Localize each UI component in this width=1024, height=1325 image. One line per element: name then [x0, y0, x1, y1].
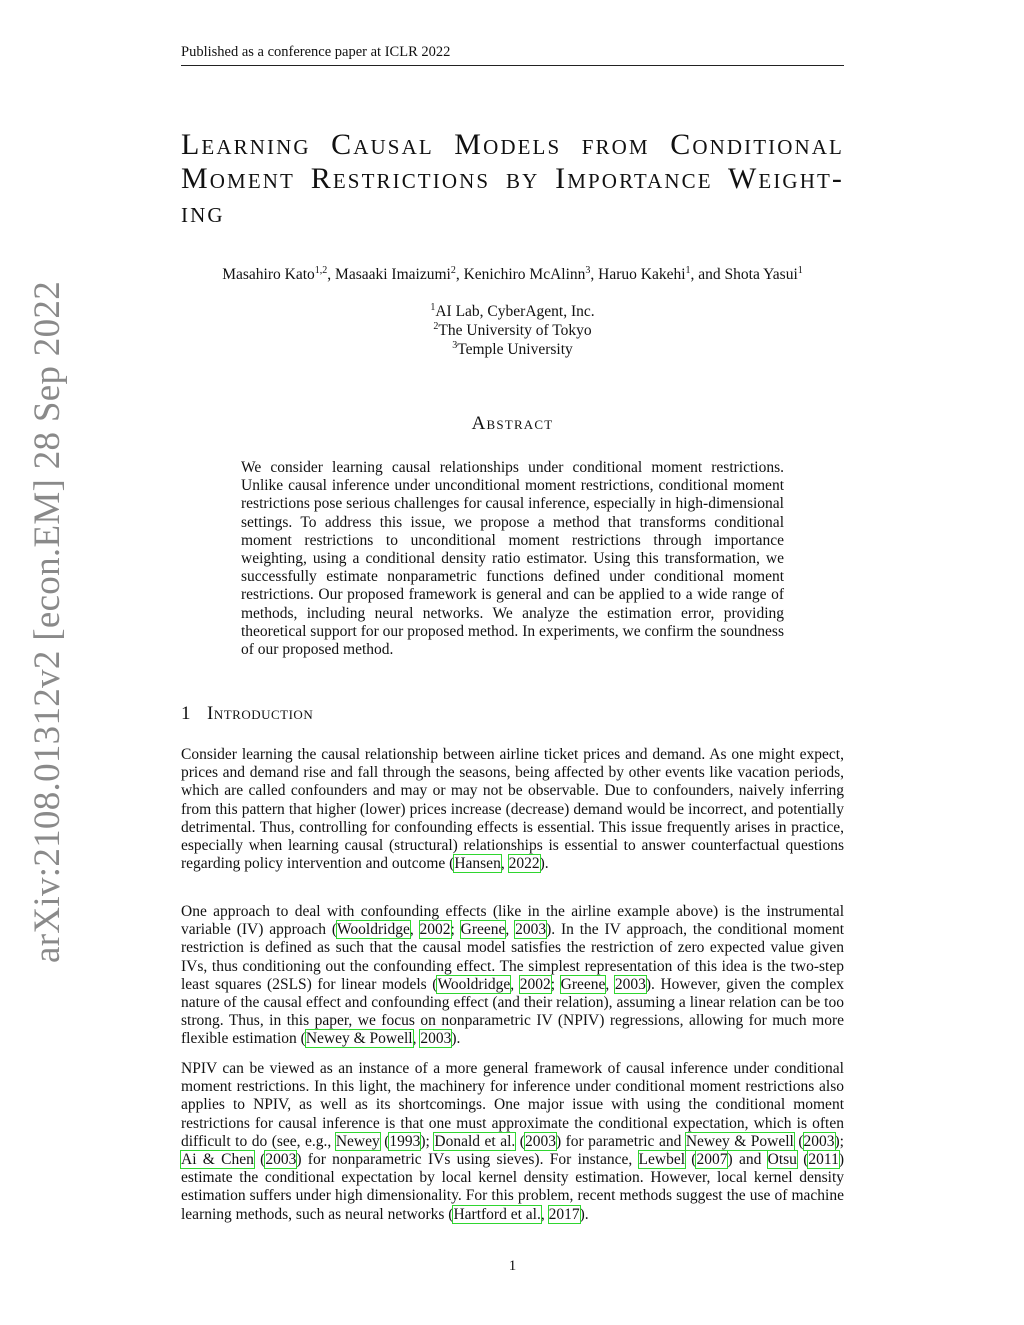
body-text: (: [515, 1132, 525, 1150]
author-separator: ,: [590, 266, 599, 283]
citation-link[interactable]: 2022: [508, 855, 540, 873]
affiliation-name: The University of Tokyo: [438, 322, 592, 339]
citation-link[interactable]: Donald et al.: [434, 1132, 516, 1150]
author-name: Masahiro Kato: [222, 266, 315, 283]
citation-link[interactable]: Greene: [460, 921, 506, 939]
citation-link[interactable]: Hartford et al.: [453, 1205, 541, 1223]
body-text: ) for nonparametric IVs using sieves). For instance,: [296, 1151, 639, 1169]
citation-link[interactable]: Newey & Powell: [685, 1132, 794, 1150]
body-text: NPIV can be viewed as an instance of a more general framework of causal inference under conditional moment restrictions. In this light, the machinery for inference under conditional moment restrictions also applies to NPIV, as well as its shortcomings. One major issue with using the conditional moment restrictions for causal inference is that one must approximate the conditional expectation, which is often difficult to do (see, e.g.,: [181, 1060, 844, 1150]
author-affil-mark: 1: [685, 264, 691, 276]
body-text: (: [253, 1151, 266, 1169]
intro-paragraph-1: [181, 746, 844, 873]
body-text: One approach to deal with confounding effects (like in the airline example above) is the instrumental variable (IV) approach (: [181, 903, 844, 939]
body-text: ) for parametric and: [555, 1132, 686, 1150]
body-text: ,: [409, 921, 420, 939]
body-text: (: [793, 1132, 804, 1150]
author-affil-mark: 3: [585, 264, 591, 276]
citation-link[interactable]: Wooldridge: [437, 975, 511, 993]
citation-link[interactable]: Newey & Powell: [305, 1030, 413, 1048]
citation-link[interactable]: 2003: [515, 921, 547, 939]
abstract-heading: Abstract: [471, 413, 554, 434]
paper-title: Learning Causal Models from Conditional Moment Restrictions by Importance Weight-ing: [181, 128, 844, 229]
body-text: ;: [550, 975, 561, 993]
body-text: ,: [605, 975, 615, 993]
citation-link[interactable]: 2003: [265, 1151, 297, 1169]
citation-link[interactable]: Greene: [560, 975, 606, 993]
page-number: 1: [508, 1258, 517, 1274]
citation-link[interactable]: Ai & Chen: [181, 1151, 254, 1169]
citation-link[interactable]: Hansen: [454, 855, 501, 873]
body-text: ,: [500, 855, 509, 873]
affiliation-mark: 3: [452, 339, 458, 351]
body-text: );: [420, 1132, 435, 1150]
citation-link[interactable]: 1993: [389, 1132, 421, 1150]
author-name: Haruo Kakehi: [598, 266, 686, 283]
abstract-text: We consider learning causal relationships under conditional moment restrictions. Unlike causal inference under unconditional moment restrictions, conditional moment restrictions pose serious challenges for causal inference, especially in high-dimensional settings. To address this issue, we propose a method that transforms conditional moment restrictions to unconditional moment restrictions through importance weighting, using a conditional density ratio estimator. Using this transformation, we successfully estimate nonparametric functions defined under conditional moment restrictions. Our proposed framework is general and can be applied to a wide range of methods, including neural networks. We analyze the estimation error, providing theoretical support for our proposed method. In experiments, we confirm the soundness of our proposed method.: [241, 459, 784, 659]
author-affil-mark: 1,2: [314, 264, 328, 276]
body-text: ,: [510, 975, 520, 993]
body-text: ).: [451, 1030, 461, 1048]
affiliation: [181, 341, 844, 359]
body-text: ) and: [727, 1151, 768, 1169]
citation-link[interactable]: Newey: [335, 1132, 380, 1150]
citation-link[interactable]: 2007: [696, 1151, 728, 1169]
citation-link[interactable]: 2002: [419, 921, 451, 939]
author-separator: ,: [327, 266, 336, 283]
body-text: (: [685, 1151, 697, 1169]
body-text: ) estimate the conditional expectation by local kernel density estimation. However, local kernel density estimation suffers under high dimensionality. For this problem, recent methods suggest the use of machine learning methods, such as neural networks (: [181, 1151, 844, 1223]
section-heading: [181, 703, 313, 725]
author-name: Kenichiro McAlinn: [463, 266, 586, 283]
author-name: Masaaki Imaizumi: [335, 266, 451, 283]
citation-link[interactable]: Otsu: [767, 1151, 797, 1169]
body-text: ,: [412, 1030, 421, 1048]
author-affil-mark: 1: [797, 264, 803, 276]
body-text: ). In the IV approach, the conditional moment restriction is defined as such that the causal model satisfies the restriction of zero expected value given IVs, thus conditioning out the confounding effect. The simplest representation of this idea is the two-step least squares (2SLS) for linear models (: [181, 921, 845, 993]
affiliation: [181, 303, 844, 321]
intro-paragraph-3: [181, 1060, 844, 1224]
citation-link[interactable]: 2003: [524, 1132, 556, 1150]
affiliation-mark: 2: [433, 320, 439, 332]
citation-link[interactable]: 2017: [548, 1205, 580, 1223]
body-text: ).: [579, 1205, 589, 1223]
affiliation-mark: 1: [430, 301, 436, 313]
body-text: ;: [450, 921, 461, 939]
body-text: (: [379, 1132, 390, 1150]
citation-link[interactable]: 2003: [803, 1132, 835, 1150]
arxiv-stamp[interactable]: arXiv:2108.01312v2 [econ.EM] 28 Sep 2022: [27, 280, 68, 963]
body-text: ,: [505, 921, 516, 939]
body-text: Consider learning the causal relationship between airline ticket prices and demand. As one might expect, prices and demand rise and fall through the seasons, being affected by other events like vacation periods, which are called confounders and may or may not be observable. Due to confounders, naively inferring from this pattern that higher (lower) prices increase (decrease) demand would be incorrect, and potentially detrimental. Thus, controlling for confounding effects is essential. This issue frequently arises in practice, especially when learning causal (structural) relationships is essential to answer counterfactual questions regarding policy intervention and outcome (: [181, 746, 844, 873]
author-list: [181, 266, 844, 284]
citation-link[interactable]: 2002: [519, 975, 551, 993]
intro-paragraph-2: [181, 903, 844, 1049]
body-text: (: [796, 1151, 809, 1169]
author-name: Shota Yasui: [724, 266, 798, 283]
affiliation: [181, 322, 844, 340]
header-rule: [181, 65, 844, 66]
affiliation-name: Temple University: [457, 341, 573, 358]
author-separator: , and: [690, 266, 725, 283]
citation-link[interactable]: 2003: [614, 975, 646, 993]
body-text: );: [834, 1132, 844, 1150]
citation-link[interactable]: 2003: [420, 1030, 452, 1048]
body-text: ).: [539, 855, 549, 873]
body-text: ). However, given the complex nature of the causal effect and confounding effect (and their relation), assuming a linear relation can be too strong. Thus, in this paper, we focus on nonparametric IV (NPIV) regressions, allowing for much more flexible estimation (: [181, 975, 845, 1048]
author-affil-mark: 2: [450, 264, 456, 276]
citation-link[interactable]: 2011: [808, 1151, 839, 1169]
affiliation-name: AI Lab, CyberAgent, Inc.: [435, 303, 595, 320]
section-number: 1: [181, 703, 191, 724]
citation-link[interactable]: Wooldridge: [337, 921, 410, 939]
body-text: ,: [540, 1205, 549, 1223]
citation-link[interactable]: Lewbel: [638, 1151, 686, 1169]
section-title: Introduction: [207, 703, 314, 724]
running-header: Published as a conference paper at ICLR 2022: [181, 44, 451, 60]
author-separator: ,: [455, 266, 464, 283]
